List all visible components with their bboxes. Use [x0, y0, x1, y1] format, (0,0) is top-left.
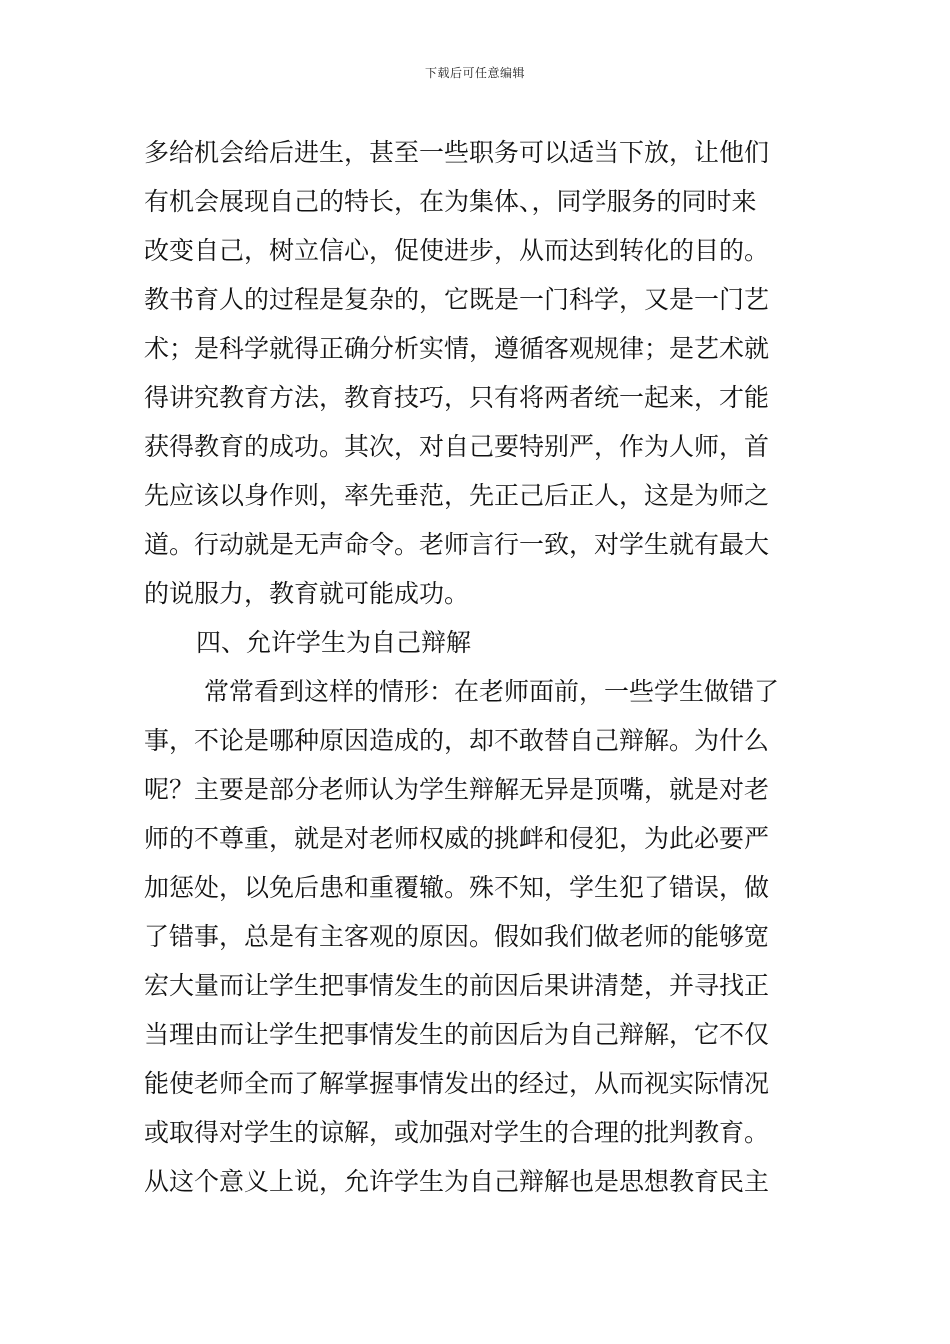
text-line: 宏大量而让学生把事情发生的前因后果讲清楚，并寻找正 — [144, 971, 770, 1000]
section-heading: 四、允许学生为自己辩解 — [196, 628, 472, 657]
text-line: 教书育人的过程是复杂的，它既是一门科学，又是一门艺 — [144, 285, 770, 314]
text-line: 先应该以身作则，率先垂范，先正己后正人，这是为师之 — [144, 481, 770, 510]
text-line: 师的不尊重，就是对老师权威的挑衅和侵犯，为此必要严 — [144, 824, 770, 853]
text-line: 获得教育的成功。其次，对自己要特别严，作为人师，首 — [144, 432, 770, 461]
body-text — [144, 128, 806, 1206]
text-line: 或取得对学生的谅解，或加强对学生的合理的批判教育。 — [144, 1118, 770, 1147]
text-line: 改变自己，树立信心，促使进步，从而达到转化的目的。 — [144, 236, 770, 265]
text-line: 事，不论是哪种原因造成的，却不敢替自己辩解。为什么 — [144, 726, 770, 755]
paragraph-first-line: 常常看到这样的情形：在老师面前，一些学生做错了 — [204, 677, 780, 706]
text-line: 术；是科学就得正确分析实情，遵循客观规律；是艺术就 — [144, 334, 770, 363]
text-line: 从这个意义上说，允许学生为自己辩解也是思想教育民主 — [144, 1167, 770, 1196]
text-line: 能使老师全而了解掌握事情发出的经过，从而视实际情况 — [144, 1069, 770, 1098]
text-line: 的说服力，教育就可能成功。 — [144, 579, 470, 608]
text-line: 得讲究教育方法，教育技巧，只有将两者统一起来，才能 — [144, 383, 770, 412]
text-line: 呢？主要是部分老师认为学生辩解无异是顶嘴，就是对老 — [144, 775, 770, 804]
text-line: 了错事，总是有主客观的原因。假如我们做老师的能够宽 — [144, 922, 770, 951]
text-line: 有机会展现自己的特长，在为集体、，同学服务的同时来 — [144, 187, 757, 216]
page-header: 下载后可任意编辑 — [424, 66, 525, 80]
text-line: 道。行动就是无声命令。老师言行一致，对学生就有最大 — [144, 530, 770, 559]
text-line: 加惩处，以免后患和重覆辙。殊不知，学生犯了错误，做 — [144, 873, 770, 902]
text-line: 多给机会给后进生，甚至一些职务可以适当下放，让他们 — [144, 138, 770, 167]
text-line: 当理由而让学生把事情发生的前因后为自己辩解，它不仅 — [144, 1020, 770, 1049]
